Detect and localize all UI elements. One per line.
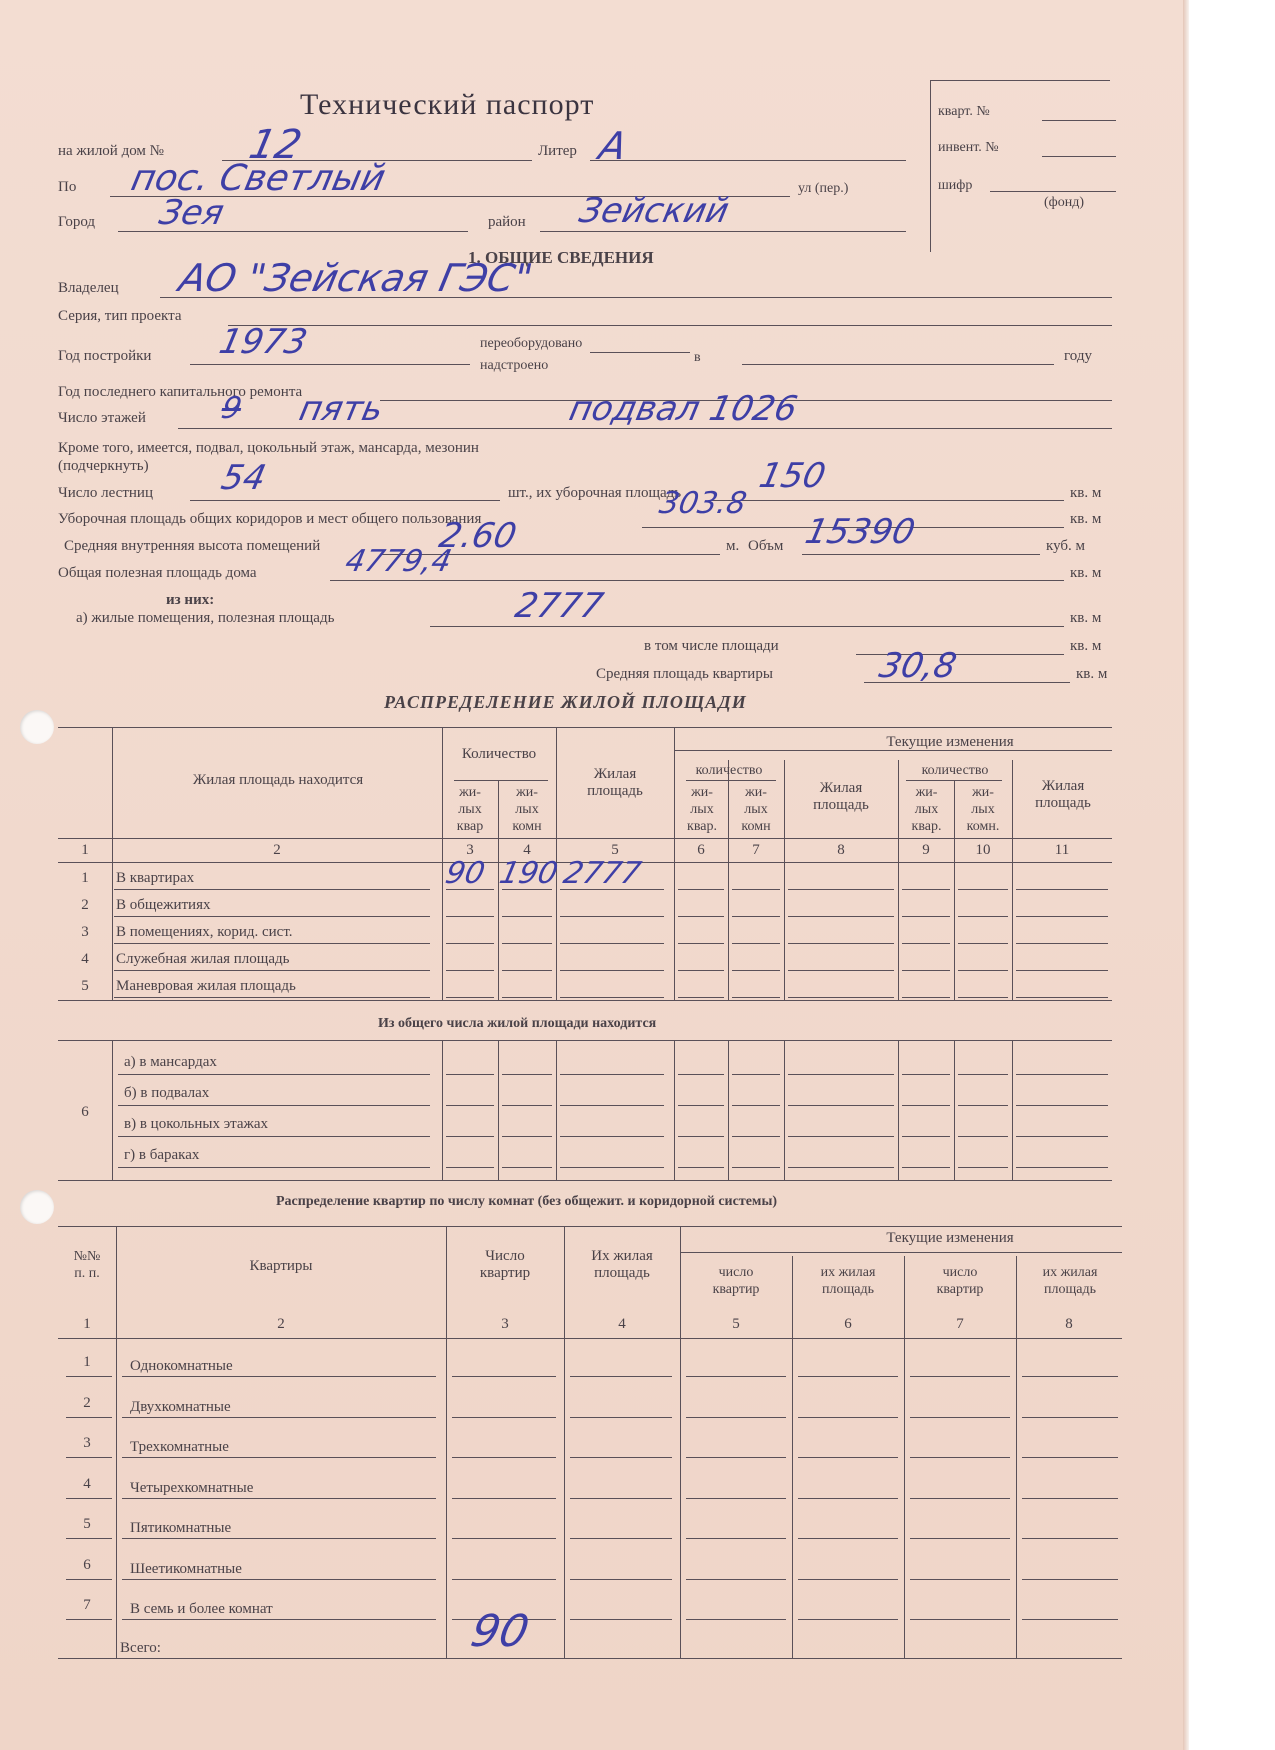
underline-label: (подчеркнуть) — [58, 458, 149, 474]
po-value: пос. Светлый — [127, 158, 389, 199]
apt-col-current: Текущие изменения — [886, 1230, 1014, 1246]
apt-row-number: 1 — [83, 1354, 91, 1370]
apt-col-apts: Квартиры — [249, 1258, 313, 1274]
punch-hole-top — [20, 710, 54, 744]
distribution-title: РАСПРЕДЕЛЕНИЕ ЖИЛОЙ ПЛОЩАДИ — [384, 692, 747, 712]
apt-col-number: 5 — [732, 1316, 740, 1332]
col-qty3: количество — [921, 763, 989, 778]
col-quantity: Количество — [461, 746, 537, 762]
apt-col-area3: их жилая площадь — [1042, 1265, 1098, 1297]
living-value: 2777 — [511, 586, 607, 626]
dist-row-number: 4 — [81, 951, 89, 967]
district-value: Зейский — [575, 191, 733, 231]
apt-col-number: 4 — [618, 1316, 626, 1332]
dist-col-number: 4 — [523, 842, 531, 858]
apt-row-number: 3 — [83, 1435, 91, 1451]
sub-row-label: а) в мансардах — [124, 1054, 217, 1070]
total-value: 90 — [466, 1606, 534, 1657]
sqm-4: кв. м — [1070, 610, 1102, 626]
apt-row-label: В семь и более комнат — [130, 1601, 273, 1617]
dist-col-number: 7 — [752, 842, 760, 858]
sub-row-label: г) в бараках — [124, 1147, 200, 1163]
apt-row-label: Шеетикомнатные — [130, 1560, 242, 1577]
apt-row-number: 2 — [83, 1394, 91, 1411]
dist-row-km: 190 — [496, 856, 561, 891]
district-label: район — [488, 214, 526, 230]
apt-col-nn: №№ п. п. — [73, 1249, 101, 1281]
dist-col-number: 2 — [273, 842, 281, 858]
col-kv2: жи- лых квар. — [687, 785, 717, 834]
apt-col-number: 8 — [1065, 1316, 1073, 1332]
apt-col-number: 3 — [501, 1316, 509, 1332]
in-label: в — [694, 350, 701, 365]
dist-row-label: В помещениях, корид. сист. — [116, 924, 293, 940]
dist-row-number: 3 — [81, 924, 89, 940]
apt-col-area: Их жилая площадь — [591, 1248, 653, 1281]
punch-hole-bottom — [20, 1190, 54, 1224]
sqm-3: кв. м — [1070, 565, 1102, 581]
apt-row-label: Двухкомнатные — [130, 1398, 231, 1415]
col-km2: жи- лых комн — [741, 785, 771, 834]
dist-col-number: 8 — [837, 842, 845, 858]
height-value: 2.60 — [435, 516, 520, 556]
apt-row-label: Пятикомнатные — [130, 1520, 232, 1536]
dist-col-number: 10 — [975, 842, 991, 858]
apartments-title: Распределение квартир по числу комнат (без общежит. и коридорной системы) — [276, 1194, 778, 1209]
page-edge — [1183, 0, 1189, 1750]
floors-label: Число этажей — [58, 410, 146, 426]
apt-row-label: Четырехкомнатные — [130, 1479, 254, 1496]
apt-row-label: Однокомнатные — [130, 1358, 233, 1374]
apt-col-number: 1 — [83, 1316, 91, 1332]
besides-label: Кроме того, имеется, подвал, цокольный этаж, мансарда, мезонин — [58, 440, 479, 456]
shifr-label: шифр — [938, 178, 973, 193]
dist-row-kv: 90 — [442, 856, 488, 891]
floors-value: пять — [295, 389, 387, 429]
sub-row-number: 6 — [81, 1104, 89, 1120]
cubm-label: куб. м — [1046, 538, 1086, 554]
document-title: Технический паспорт — [300, 88, 595, 121]
dist-col-number: 1 — [81, 842, 89, 858]
col-km3: жи- лых комн. — [966, 785, 1000, 834]
house-label: на жилой дом № — [58, 143, 164, 159]
house-value: 12 — [245, 122, 306, 168]
col-area3: Жилая площадь — [1035, 778, 1091, 811]
corridors-label: Уборочная площадь общих коридоров и мест общего пользования — [58, 511, 482, 527]
apt-col-number: 7 — [956, 1316, 964, 1332]
col-kv: жи- лых квар — [456, 785, 484, 834]
sqm-1: кв. м — [1070, 485, 1102, 501]
useful-label: Общая полезная площадь дома — [58, 565, 257, 581]
repair-label: Год последнего капитального ремонта — [58, 384, 303, 400]
dist-row-area: 2777 — [560, 856, 645, 891]
invent-label: инвент. № — [938, 140, 999, 155]
col-kv3: жи- лых квар. — [911, 785, 942, 834]
sub-title: Из общего числа жилой площади находится — [378, 1016, 657, 1031]
apt-col-count3: число квартир — [936, 1265, 984, 1297]
dist-col-number: 6 — [697, 842, 705, 858]
city-label: Город — [58, 214, 96, 230]
kvart-label: кварт. № — [938, 104, 990, 119]
corridors-value: 303.8 — [656, 486, 750, 521]
po-label: По — [58, 179, 77, 195]
stairs-area-value: 150 — [755, 456, 830, 496]
stairs-area-label: шт., их уборочная площадь — [508, 485, 682, 501]
stairs-label: Число лестниц — [58, 485, 153, 501]
owner-label: Владелец — [58, 280, 119, 296]
dist-row-label: В общежитиях — [116, 897, 211, 913]
dist-row-label: Маневровая жилая площадь — [116, 978, 296, 994]
apt-row-number: 6 — [83, 1556, 91, 1573]
dist-col-number: 3 — [466, 842, 474, 858]
sub-row-label: б) в подвалах — [124, 1085, 210, 1101]
dist-row-label: В квартирах — [116, 870, 195, 886]
apt-col-number: 6 — [844, 1316, 852, 1332]
useful-value: 4779,4 — [342, 544, 455, 579]
col-area: Жилая площадь — [587, 766, 643, 799]
stairs-value: 54 — [217, 458, 270, 498]
col-current: Текущие изменения — [886, 734, 1014, 750]
apt-row-label: Трехкомнатные — [130, 1439, 229, 1455]
living-label: а) жилые помещения, полезная площадь — [76, 610, 335, 626]
liter-label: Литер — [538, 143, 577, 159]
series-label: Серия, тип проекта — [58, 308, 182, 324]
avg-label: Средняя площадь квартиры — [596, 666, 773, 682]
apt-col-number: 2 — [277, 1316, 285, 1332]
owner-value: АО "Зейская ГЭС" — [175, 256, 537, 300]
dist-row-number: 5 — [81, 978, 89, 994]
liter-value: А — [595, 124, 631, 168]
dist-col-number: 9 — [922, 842, 930, 858]
reequipped-label: переоборудовано — [480, 336, 583, 351]
year-suffix: году — [1064, 348, 1092, 364]
superstructed-label: надстроено — [480, 358, 549, 373]
dist-row-label: Служебная жилая площадь — [116, 951, 290, 967]
col-location: Жилая площадь находится — [192, 772, 364, 788]
volume-value: 15390 — [801, 512, 919, 552]
col-km: жи- лых комн — [512, 785, 542, 834]
apt-col-count: Число квартир — [479, 1248, 531, 1281]
volume-label: Объм — [748, 538, 784, 554]
sqm-5: кв. м — [1070, 638, 1102, 654]
apt-col-area2: их жилая площадь — [820, 1265, 876, 1297]
of-them-label: из них: — [166, 592, 215, 608]
dist-row-number: 1 — [81, 870, 89, 886]
section-title-general: 1. ОБЩИЕ СВЕДЕНИЯ — [468, 248, 654, 267]
basement-value: подвал 1026 — [565, 389, 801, 429]
m-label: м. — [726, 538, 740, 554]
dist-col-number: 11 — [1054, 842, 1070, 858]
incl-label: в том числе площади — [644, 638, 779, 654]
total-label: Всего: — [120, 1640, 161, 1656]
col-area2: Жилая площадь — [813, 780, 869, 813]
avg-value: 30,8 — [875, 646, 960, 686]
height-label: Средняя внутренняя высота помещений — [64, 538, 321, 554]
fond-label: (фонд) — [1044, 195, 1085, 210]
apt-row-number: 7 — [83, 1597, 91, 1613]
dist-row-number: 2 — [81, 897, 89, 913]
apt-col-count2: число квартир — [712, 1265, 760, 1297]
ul-label: ул (пер.) — [798, 181, 849, 196]
year-label: Год постройки — [58, 348, 152, 364]
dist-col-number: 5 — [611, 842, 619, 858]
col-qty2: количество — [695, 763, 763, 778]
apt-row-number: 4 — [83, 1475, 91, 1492]
sqm-6: кв. м — [1076, 666, 1108, 682]
sqm-2: кв. м — [1070, 511, 1102, 527]
city-value: Зея — [155, 193, 228, 233]
sub-row-label: в) в цокольных этажах — [124, 1116, 269, 1132]
apt-row-number: 5 — [83, 1516, 91, 1532]
year-value: 1973 — [215, 322, 311, 362]
floors-struck: 9 — [218, 391, 245, 426]
